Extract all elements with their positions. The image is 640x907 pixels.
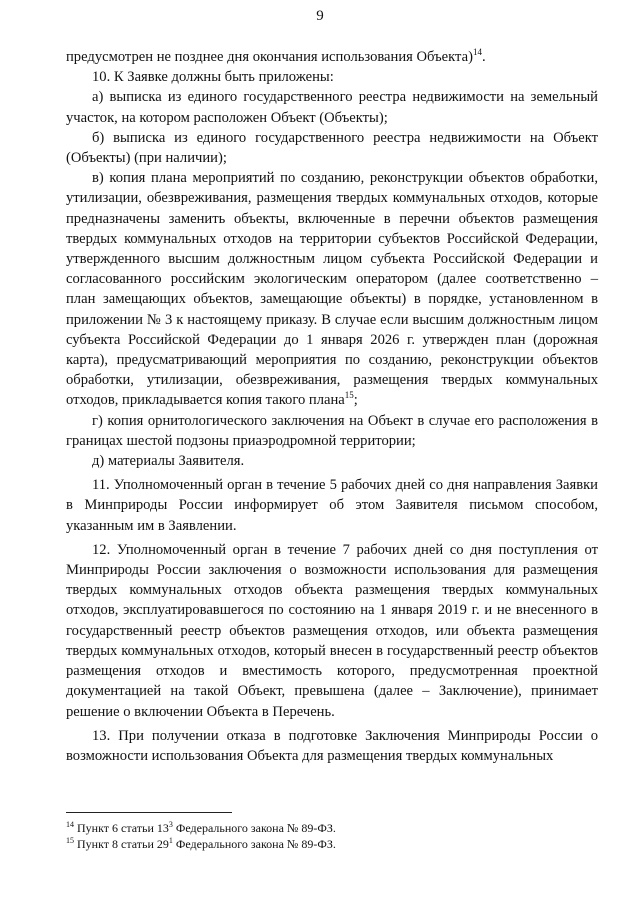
paragraph-subitem-a: а) выписка из единого государственного реестра недвижимости на земельный участок, на котором расположен Объект (Объекты);: [66, 89, 598, 126]
paragraph-subitem-g: г) копия орнитологического заключения на Объект в случае его расположения в границах шестой подзоны приаэродромной территории;: [66, 412, 598, 449]
footnote-separator: [66, 812, 232, 813]
page-number: 9: [316, 8, 324, 24]
footnote-number: 14: [66, 820, 74, 829]
footnote-superscript: 1: [168, 836, 173, 845]
paragraph-subitem-d: д) материалы Заявителя.: [92, 453, 245, 470]
paragraph-item-11: 11. Уполномоченный орган в течение 5 рабочих дней со дня направления Заявки в Минприроды России информирует об этом Заявителя письмом способом, указанным им в Заявлении.: [66, 477, 598, 534]
footnote-ref-14: 14: [472, 47, 482, 57]
paragraph-tail: .: [481, 49, 486, 65]
paragraph-item-10: 10. К Заявке должны быть приложены:: [92, 69, 334, 86]
paragraph-subitem-b: б) выписка из единого государственного реестра недвижимости на Объект (Объекты) (при наличии);: [66, 129, 598, 167]
footnote-text: Пункт 8 статьи 29: [77, 837, 169, 851]
footnote-superscript: 3: [168, 820, 173, 829]
paragraph-continuation: [66, 47, 598, 67]
paragraph-text: предусмотрен не позднее дня окончания использования Объекта): [66, 49, 473, 65]
paragraph-tail: ;: [353, 392, 358, 409]
footnote-number: 15: [66, 836, 74, 845]
footnote-text: Пункт 6 статьи 13: [77, 821, 169, 835]
paragraph-item-12: 12. Уполномоченный орган в течение 7 рабочих дней со дня поступления от Минприроды России заключения о возможности использования для размещения твердых коммунальных отходов объекта размещения твердых коммунальных отходов, эксплуатировавшегося по состоянию на 1 января 2019 г. и не внесенного в государственный реестр объектов размещения отходов, или объекта размещения твердых коммунальных отходов, который внесен в государственный реестр объектов размещения отходов и вместимость которого, предусмотренная проектной документацией на такой Объект, превышена (далее – Заключение), принимает решение о включении Объекта в Перечень.: [66, 541, 598, 720]
footnote-ref-15: 15: [344, 390, 354, 401]
document-body: [66, 47, 598, 766]
paragraph-subitem-v: [66, 168, 598, 410]
footnote-text-tail: Федерального закона № 89-ФЗ.: [172, 821, 336, 835]
footnote-text-tail: Федерального закона № 89-ФЗ.: [172, 837, 336, 851]
paragraph-item-13: 13. При получении отказа в подготовке Заключения Минприроды России о возможности использования Объекта для размещения твердых коммунальных: [66, 727, 598, 764]
footnotes: [66, 820, 598, 852]
paragraph-text: в) копия плана мероприятий по созданию, реконструкции объектов обработки, утилизации, обезвреживания, размещения твердых коммунальных отходов, которые предназначены заменить объекты, включенные в перечни объектов размещения твердых коммунальных отходов на территории субъектов Российской Федерации, утвержденного высшим должностным лицом субъекта Российской Федерации и согласованного российским экологическим оператором (далее соответственно – план замещающих объектов, замещающие объекты) в порядке, установленном в приложении № 3 к настоящему приказу. В случае если высшим должностным лицом субъекта Российской Федерации до 1 января 2026 г. утвержден план (дорожная карта), предусматривающий мероприятия по созданию, реконструкции объектов обработки, утилизации, обезвреживания, размещения твердых коммунальных отходов, прикладывается копия такого плана: [66, 170, 598, 409]
footnote-15: [66, 836, 598, 852]
footnote-14: [66, 820, 598, 836]
